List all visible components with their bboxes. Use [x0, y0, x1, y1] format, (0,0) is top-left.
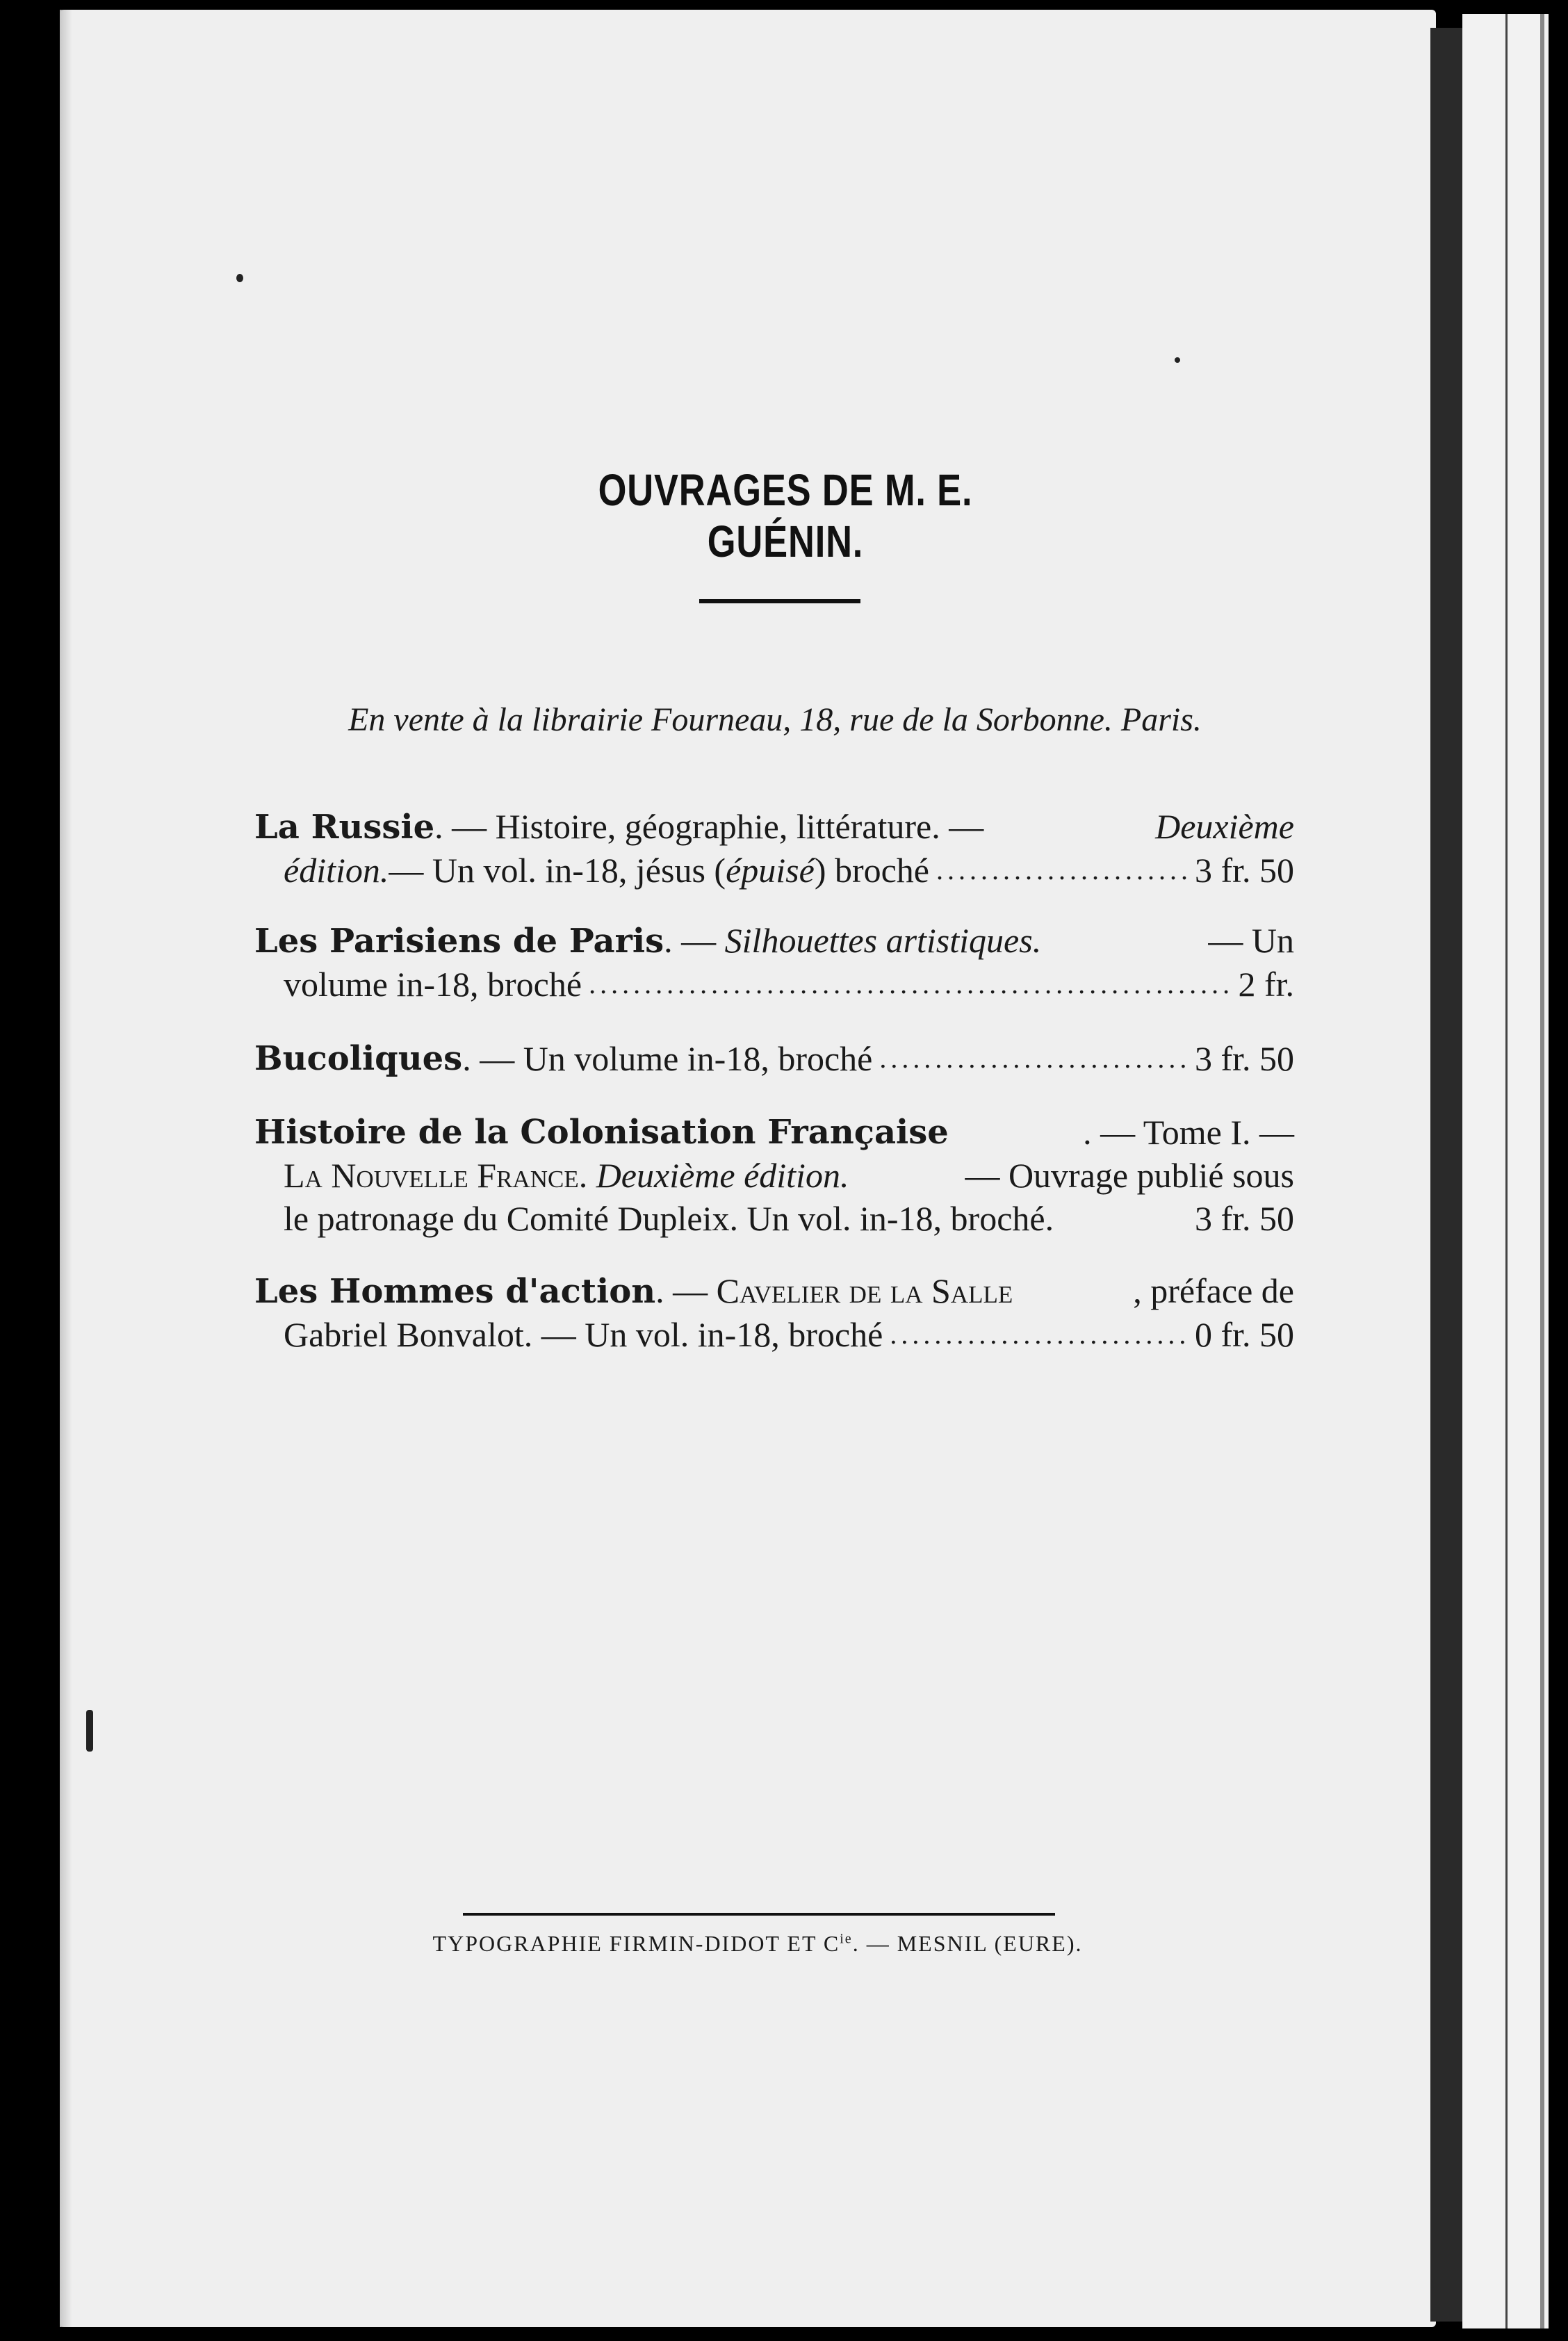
entry-smallcaps: Cavelier de la Salle	[716, 1271, 1013, 1310]
book-title: Les Parisiens de Paris	[254, 922, 664, 961]
entry-line	[254, 1111, 1294, 1154]
dot-leader	[936, 849, 1188, 892]
entry-italic: Silhouettes artistiques.	[724, 921, 1042, 960]
entry-text: — Un	[1208, 921, 1294, 960]
edge-line	[1505, 14, 1508, 2328]
book-price: 2 fr.	[1238, 965, 1294, 1004]
entry-text: volume in-18, broché	[284, 965, 582, 1004]
entry-line	[254, 963, 1294, 1006]
book-price: 3 fr. 50	[1194, 1199, 1294, 1238]
imprint-text: TYPOGRAPHIE FIRMIN-DIDOT ET C	[432, 1931, 840, 1956]
edge-line	[1540, 14, 1544, 2328]
imprint-rule	[463, 1913, 1055, 1916]
printer-imprint	[348, 1931, 1168, 1957]
entry-text: — Ouvrage publié sous	[965, 1156, 1294, 1195]
entry-line	[254, 1313, 1294, 1356]
book-price: 3 fr. 50	[1194, 851, 1294, 890]
entry-line	[254, 805, 1294, 849]
entry-line	[254, 849, 1294, 892]
entry-italic: Deuxième édition.	[587, 1156, 849, 1195]
ink-speck	[86, 1710, 93, 1752]
ink-speck	[1175, 357, 1180, 363]
entry-text: le patronage du Comité Dupleix. Un vol. in-18, broché.	[284, 1199, 1054, 1238]
entry-line	[254, 1037, 1294, 1080]
entry-line-text	[284, 1154, 849, 1197]
entry-text: . — Histoire, géographie, littérature. —	[434, 807, 984, 846]
book-entry	[254, 919, 1294, 1006]
entry-smallcaps: La Nouvelle France.	[284, 1156, 588, 1195]
entry-text: . —	[655, 1271, 717, 1310]
entry-line	[254, 1154, 1294, 1197]
entry-line-text	[254, 1269, 1013, 1313]
entry-italic: édition.	[284, 851, 389, 890]
book-entry	[254, 1269, 1294, 1356]
entry-text: ) broché	[814, 851, 929, 890]
title-rule	[699, 599, 860, 603]
binding-gutter	[1430, 28, 1462, 2322]
entry-text: . — Un volume in-18, broché	[462, 1039, 873, 1078]
entry-text: — Un vol. in-18, jésus (	[389, 851, 726, 890]
book-entry	[254, 1037, 1294, 1080]
book-price: 3 fr. 50	[1194, 1039, 1294, 1078]
imprint-sup: ie	[840, 1931, 853, 1947]
dot-leader	[879, 1037, 1188, 1080]
entry-line-text	[254, 805, 983, 849]
page-shadow	[60, 10, 72, 2327]
entry-text: . — Tome I. —	[1083, 1113, 1294, 1152]
entry-text: Gabriel Bonvalot. — Un vol. in-18, broché	[284, 1315, 883, 1354]
page-title: OUVRAGES DE M. E. GUÉNIN.	[598, 465, 973, 566]
publisher-line: En vente à la librairie Fourneau, 18, rue de la Sorbonne. Paris.	[348, 701, 1202, 738]
entry-line	[254, 1269, 1294, 1313]
entry-italic: épuisé	[726, 851, 815, 890]
entry-text: , préface de	[1133, 1271, 1294, 1310]
entry-line	[254, 919, 1294, 963]
dot-leader	[890, 1313, 1188, 1356]
book-title: Histoire de la Colonisation Française	[254, 1113, 949, 1152]
entry-italic: Deuxième	[1155, 807, 1294, 846]
entry-line	[254, 1197, 1294, 1240]
entry-line-text	[254, 919, 1041, 963]
book-title: La Russie	[254, 808, 435, 847]
dot-leader	[589, 963, 1231, 1006]
book-title: Bucoliques	[254, 1039, 463, 1078]
book-entry	[254, 1111, 1294, 1240]
entry-text: . —	[664, 921, 725, 960]
ink-speck	[236, 274, 243, 282]
book-title: Les Hommes d'action	[254, 1272, 656, 1311]
book-entry	[254, 805, 1294, 892]
book-price: 0 fr. 50	[1194, 1315, 1294, 1354]
imprint-text: . — MESNIL (EURE).	[852, 1931, 1083, 1956]
